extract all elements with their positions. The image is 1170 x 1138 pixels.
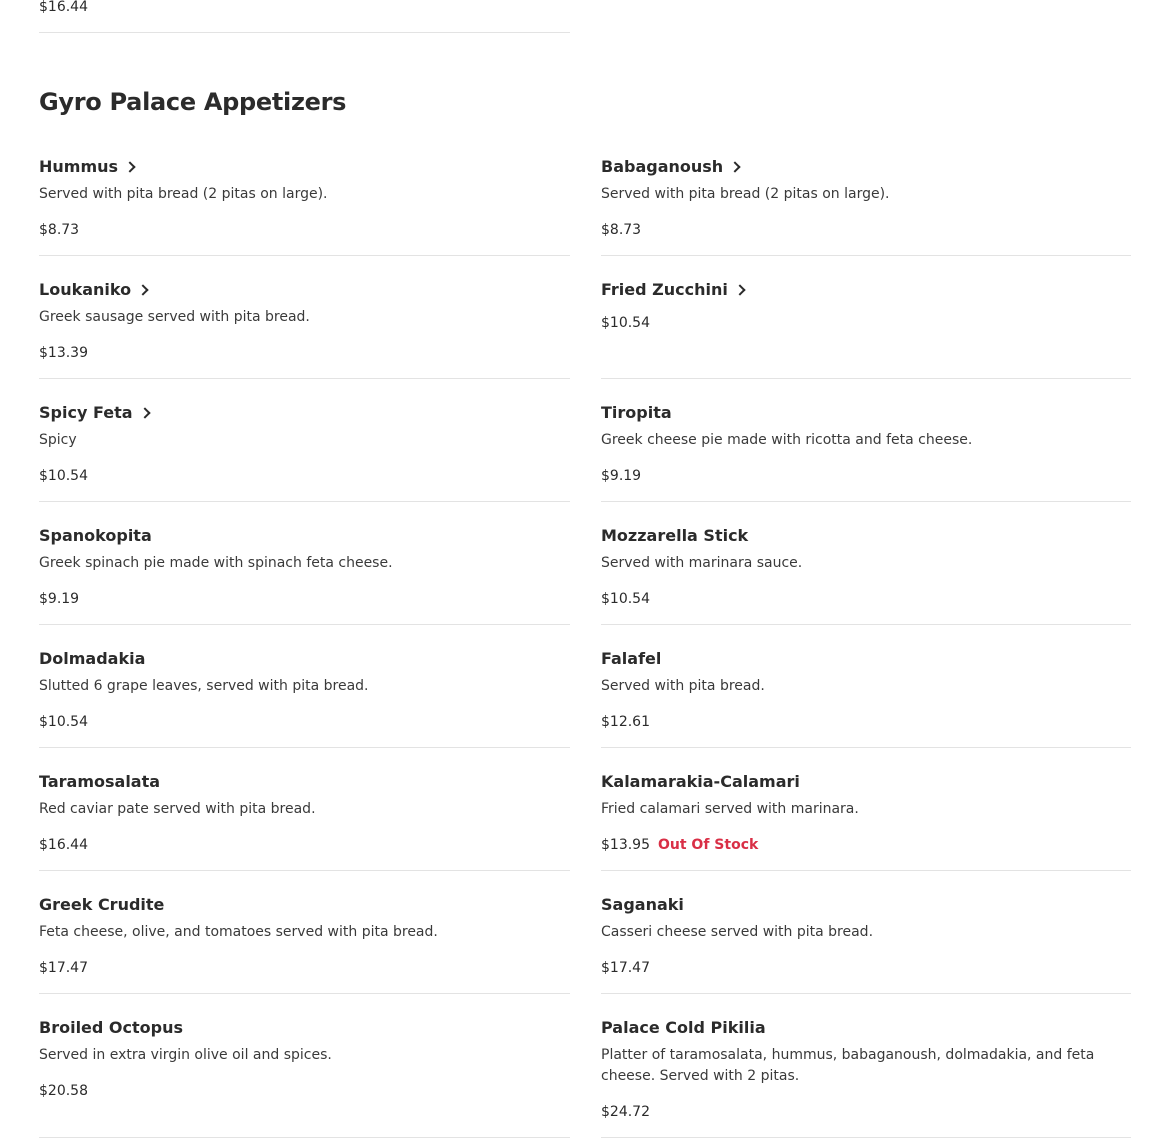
item-name-text: Tiropita (601, 403, 672, 422)
item-name-text: Loukaniko (39, 280, 132, 299)
menu-item[interactable] (39, 502, 570, 625)
item-description: Served in extra virgin olive oil and spices. (39, 1047, 332, 1063)
item-name (39, 279, 570, 301)
item-name-text: Falafel (601, 649, 662, 668)
item-price: $20.58 (39, 1083, 88, 1099)
item-price: $12.61 (601, 714, 650, 730)
menu-item[interactable] (39, 379, 570, 502)
item-description: Spicy (39, 432, 77, 448)
item-name (601, 156, 1131, 178)
item-price: $9.19 (39, 591, 80, 607)
item-description: Served with pita bread (2 pitas on large). (601, 186, 890, 202)
menu-item[interactable] (39, 256, 570, 379)
item-name (601, 279, 1131, 301)
menu-item[interactable] (39, 625, 570, 748)
item-name (39, 1017, 570, 1039)
item-name-text: Taramosalata (39, 772, 161, 791)
item-description: Platter of taramosalata, hummus, babaganoush, dolmadakia, and feta cheese. Served with 2 pitas. (601, 1047, 1095, 1084)
menu-item[interactable] (601, 994, 1131, 1138)
item-name (601, 525, 1131, 547)
item-price: $8.73 (39, 222, 80, 238)
item-name (601, 648, 1131, 670)
item-name-text: Hummus (39, 157, 119, 176)
item-description: Fried calamari served with marinara. (601, 801, 859, 817)
item-name-text: Fried Zucchini (601, 280, 728, 299)
menu-item[interactable] (601, 871, 1131, 994)
menu-item[interactable] (39, 994, 570, 1138)
item-price: $17.47 (39, 960, 88, 976)
chevron-right-icon (137, 284, 148, 295)
item-description: Slutted 6 grape leaves, served with pita bread. (39, 678, 369, 694)
menu-item[interactable] (601, 748, 1131, 871)
item-description: Greek spinach pie made with spinach feta cheese. (39, 555, 393, 571)
item-price: $16.44 (39, 0, 88, 15)
item-name (39, 648, 570, 670)
chevron-right-icon (124, 161, 135, 172)
item-price: $17.47 (601, 960, 650, 976)
item-name-text: Saganaki (601, 895, 684, 914)
item-price: $24.72 (601, 1104, 650, 1120)
item-name-text: Greek Crudite (39, 895, 165, 914)
item-price: $13.39 (39, 345, 88, 361)
item-name (601, 894, 1131, 916)
item-price: $10.54 (39, 468, 88, 484)
item-name-text: Mozzarella Stick (601, 526, 749, 545)
item-name-text: Palace Cold Pikilia (601, 1018, 766, 1037)
item-name (39, 156, 570, 178)
item-name-text: Spicy Feta (39, 403, 133, 422)
chevron-right-icon (139, 407, 150, 418)
item-description: Feta cheese, olive, and tomatoes served with pita bread. (39, 924, 438, 940)
item-description: Greek sausage served with pita bread. (39, 309, 310, 325)
menu-item[interactable] (39, 871, 570, 994)
item-description: Served with pita bread (2 pitas on large). (39, 186, 328, 202)
item-price: $10.54 (39, 714, 88, 730)
item-description: Served with pita bread. (601, 678, 765, 694)
item-name (39, 894, 570, 916)
item-price: $8.73 (601, 222, 642, 238)
item-name (601, 402, 1131, 424)
item-price: $10.54 (601, 591, 650, 607)
item-name-text: Babaganoush (601, 157, 724, 176)
item-price: $9.19 (601, 468, 642, 484)
out-of-stock-badge: Out Of Stock (658, 837, 759, 853)
menu-item[interactable] (601, 256, 1131, 379)
menu-item[interactable] (601, 379, 1131, 502)
item-name-text: Dolmadakia (39, 649, 146, 668)
menu-item[interactable] (601, 625, 1131, 748)
menu-item[interactable] (601, 133, 1131, 256)
previous-menu-item[interactable] (39, 0, 570, 33)
item-name-text: Spanokopita (39, 526, 152, 545)
item-price: $13.95 (601, 837, 650, 853)
menu-items-grid (39, 133, 1131, 1138)
chevron-right-icon (734, 284, 745, 295)
menu-item[interactable] (601, 502, 1131, 625)
item-name (601, 771, 1131, 793)
item-description: Greek cheese pie made with ricotta and feta cheese. (601, 432, 973, 448)
item-price: $16.44 (39, 837, 88, 853)
item-name (39, 771, 570, 793)
menu-item[interactable] (39, 133, 570, 256)
item-name (601, 1017, 1131, 1039)
item-name-text: Broiled Octopus (39, 1018, 184, 1037)
item-name-text: Kalamarakia-Calamari (601, 772, 800, 791)
menu-item[interactable] (39, 748, 570, 871)
item-description: Casseri cheese served with pita bread. (601, 924, 874, 940)
item-price: $10.54 (601, 315, 650, 331)
chevron-right-icon (730, 161, 741, 172)
item-name (39, 402, 570, 424)
item-description: Served with marinara sauce. (601, 555, 803, 571)
item-name (39, 525, 570, 547)
item-description: Red caviar pate served with pita bread. (39, 801, 316, 817)
section-title: Gyro Palace Appetizers (39, 88, 347, 116)
